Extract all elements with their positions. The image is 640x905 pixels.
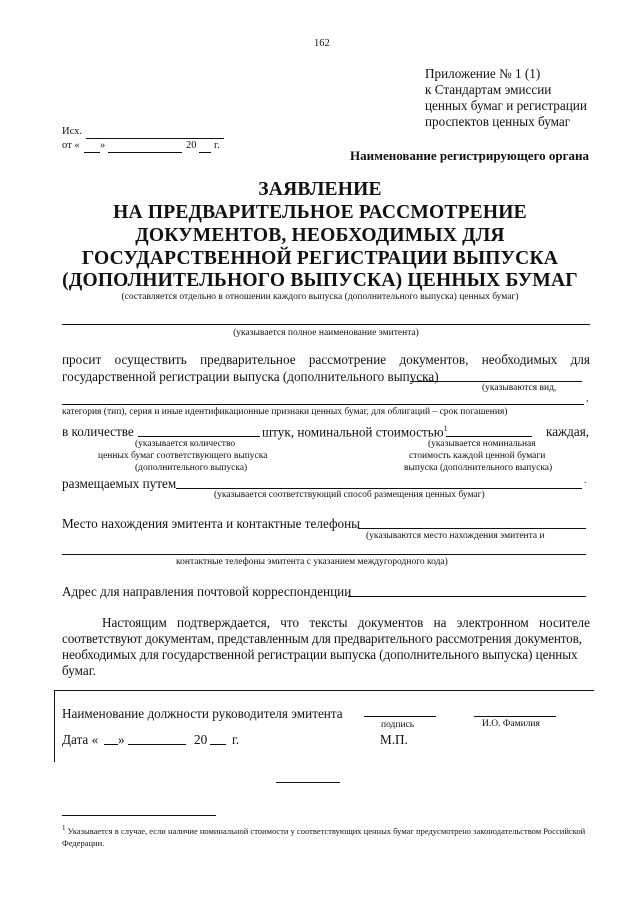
ref-month-field[interactable]	[108, 152, 182, 153]
footnote-text: Указывается в случае, если наличие номинальной стоимости у соответствующих ценных бумаг предусмотрено законодательством Российской Федерации.	[62, 825, 586, 848]
end-rule	[276, 782, 340, 783]
ref-day-field[interactable]	[84, 152, 100, 153]
placement-hint: (указывается соответствующий способ размещения ценных бумаг)	[214, 490, 485, 500]
confirmation-word: подтверждается,	[177, 615, 271, 630]
request-word: просит	[62, 352, 102, 367]
footnote-separator	[62, 815, 216, 816]
request-line-1	[62, 352, 590, 368]
confirmation-word: Настоящим	[102, 615, 167, 630]
appendix-line-4: проспектов ценных бумаг	[425, 114, 571, 129]
securities-category-field[interactable]	[62, 404, 584, 405]
issuer-name-hint: (указывается полное наименование эмитента)	[233, 328, 419, 338]
ref-year-prefix: 20	[186, 140, 197, 151]
confirmation-line-4: бумаг.	[62, 663, 96, 678]
nominal-hint-3: выпуска (дополнительного выпуска)	[404, 463, 553, 473]
nominal-value-field[interactable]	[446, 436, 532, 437]
issuer-name-field[interactable]	[62, 324, 590, 325]
appendix-line-1: Приложение № 1 (1)	[425, 66, 541, 81]
each-text: каждая,	[546, 424, 590, 439]
ref-date-close: »	[100, 140, 106, 151]
request-word: необходимых	[481, 352, 558, 367]
request-word: предварительное	[200, 352, 296, 367]
placement-label: размещаемых путем	[62, 476, 177, 491]
contact-phones-field[interactable]	[62, 554, 586, 555]
confirmation-word: носителе	[539, 615, 590, 630]
period-mark: .	[584, 476, 587, 486]
sign-day-field[interactable]	[104, 744, 118, 745]
mail-address-field[interactable]	[348, 596, 586, 597]
request-word: осуществить	[114, 352, 187, 367]
quantity-label: в количестве	[62, 424, 134, 439]
quantity-hint-2: ценных бумаг соответствующего выпуска	[98, 451, 268, 461]
quantity-hint-1: (указывается количество	[135, 439, 236, 449]
confirmation-word: что	[280, 615, 300, 630]
full-name-field[interactable]	[474, 716, 556, 717]
signature-field[interactable]	[364, 716, 436, 717]
confirmation-line-3: необходимых для государственной регистрации выпуска (дополнительного выпуска) ценных	[62, 647, 578, 662]
location-field[interactable]	[358, 528, 586, 529]
location-hint-2: контактные телефоны эмитента с указанием междугородного кода)	[176, 557, 448, 567]
nominal-hint-1: (указывается номинальная	[428, 439, 536, 449]
ref-date-open: от «	[62, 140, 80, 151]
sign-month-field[interactable]	[128, 744, 186, 745]
request-word: документов,	[399, 352, 469, 367]
request-line-2: государственной регистрации выпуска (дополнительного выпуска)	[62, 369, 439, 384]
securities-type-hint: (указываются вид,	[482, 383, 557, 393]
placement-method-field[interactable]	[176, 488, 582, 489]
sign-year-suffix: г.	[232, 732, 240, 747]
footnote-ref[interactable]: 1	[443, 424, 448, 433]
appendix-line-2: к Стандартам эмиссии	[425, 82, 552, 97]
request-word: рассмотрение	[308, 352, 387, 367]
nominal-hint-2: стоимость каждой ценной бумаги	[409, 451, 546, 461]
location-label: Место нахождения эмитента и контактные телефоны	[62, 516, 361, 531]
title-line-2: НА ПРЕДВАРИТЕЛЬНОЕ РАССМОТРЕНИЕ	[113, 202, 527, 223]
quantity-hint-3: (дополнительного выпуска)	[135, 463, 248, 473]
ref-year-suffix: г.	[214, 140, 220, 151]
ref-label: Исх.	[62, 126, 82, 137]
location-hint-1: (указываются место нахождения эмитента и	[366, 531, 545, 541]
footnote-mark: 1	[62, 824, 66, 832]
confirmation-line-1	[102, 615, 590, 631]
sign-date-open: Дата «	[62, 732, 99, 747]
signature-hint: подпись	[381, 720, 415, 730]
mail-address-label: Адрес для направления почтовой корреспонденции	[62, 584, 352, 599]
confirmation-word: на	[433, 615, 447, 630]
securities-category-hint: категория (тип), серия и иные идентификационные признаки ценных бумаг, для облигаций – срок погашения)	[62, 407, 508, 417]
appendix-line-3: ценных бумаг и регистрации	[425, 98, 587, 113]
registrar-label: Наименование регистрирующего органа	[350, 148, 590, 163]
request-word: для	[570, 352, 590, 367]
confirmation-line-2: соответствуют документам, представленным для предварительного рассмотрения документов,	[62, 631, 582, 646]
quantity-pieces-text: штук, номинальной стоимостью$^1$	[262, 424, 448, 440]
title-line-1: ЗАЯВЛЕНИЕ	[258, 179, 382, 200]
signature-box-top-border	[54, 690, 594, 691]
page-number: 162	[314, 38, 330, 49]
title-subtitle: (составляется отдельно в отношении каждого выпуска (дополнительного выпуска) ценных бумаг)	[121, 292, 519, 302]
full-name-hint: И.О. Фамилия	[482, 719, 540, 729]
confirmation-word: тексты	[309, 615, 348, 630]
ref-number-field[interactable]	[86, 138, 224, 139]
title-line-3: ДОКУМЕНТОВ, НЕОБХОДИМЫХ ДЛЯ	[135, 225, 505, 246]
comma-mark: ,	[586, 394, 589, 404]
stamp-label: М.П.	[380, 732, 408, 747]
footnote	[62, 822, 590, 849]
position-label: Наименование должности руководителя эмитента	[62, 706, 343, 721]
quantity-field[interactable]	[138, 436, 260, 437]
signature-box-left-border	[54, 690, 55, 762]
title-line-5: (ДОПОЛНИТЕЛЬНОГО ВЫПУСКА) ЦЕННЫХ БУМАГ	[62, 270, 578, 291]
confirmation-word: электронном	[456, 615, 529, 630]
title-line-4: ГОСУДАРСТВЕННОЙ РЕГИСТРАЦИИ ВЫПУСКА	[81, 248, 559, 269]
securities-type-field[interactable]	[410, 381, 582, 382]
ref-year-field[interactable]	[199, 152, 211, 153]
confirmation-word: документов	[357, 615, 424, 630]
sign-year-prefix: 20	[194, 732, 208, 747]
sign-year-field[interactable]	[210, 744, 226, 745]
sign-date-close: »	[118, 732, 125, 747]
